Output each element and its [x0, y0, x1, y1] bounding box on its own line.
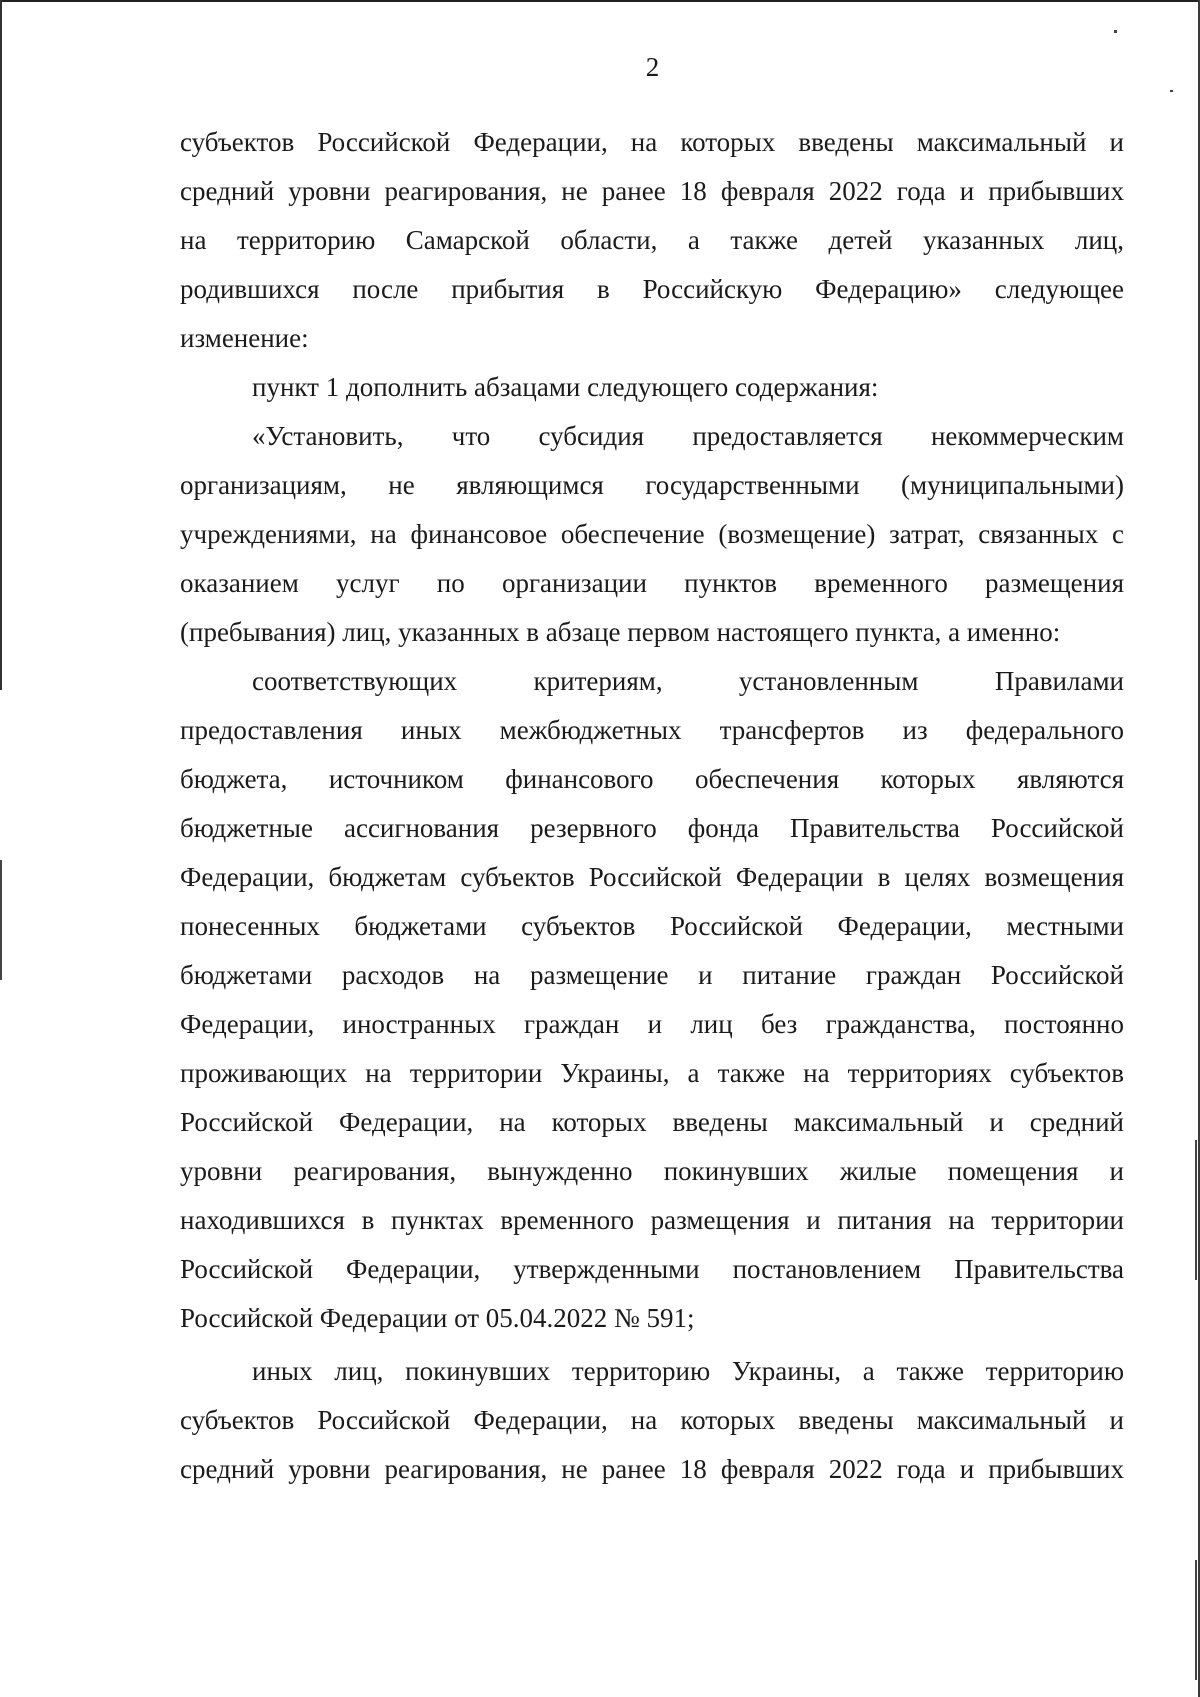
text-line: «Установить, что субсидия предоставляется некоммерческим [252, 421, 1124, 451]
text-line: (пребывания) лиц, указанных в абзаце первом настоящего пункта, а именно: [180, 617, 1061, 647]
scan-artifact [1170, 90, 1173, 92]
text-line: средний уровни реагирования, не ранее 18 февраля 2022 года и прибывших [180, 176, 1124, 206]
text-line: пункт 1 дополнить абзацами следующего содержания: [252, 372, 879, 402]
text-line: предоставления иных межбюджетных трансфертов из федерального [180, 715, 1124, 745]
text-line: организациям, не являющимся государственными (муниципальными) [180, 470, 1124, 500]
document-body [180, 118, 1124, 1494]
text-line: бюджетами расходов на размещение и питание граждан Российской [180, 960, 1124, 990]
text-line: уровни реагирования, вынужденно покинувших жилые помещения и [180, 1156, 1124, 1186]
text-line: бюджетные ассигнования резервного фонда Правительства Российской [180, 813, 1124, 843]
text-line: находившихся в пунктах временного размещения и питания на территории [180, 1205, 1124, 1235]
paragraph [180, 1347, 1124, 1494]
text-line: Федерации, иностранных граждан и лиц без гражданства, постоянно [180, 1009, 1124, 1039]
text-line: средний уровни реагирования, не ранее 18 февраля 2022 года и прибывших [180, 1454, 1124, 1484]
paragraph [180, 118, 1124, 363]
scan-artifact [1114, 30, 1117, 33]
text-line: Российской Федерации, утвержденными постановлением Правительства [180, 1254, 1124, 1284]
paragraph [180, 657, 1124, 1343]
text-line: проживающих на территории Украины, а также на территориях субъектов [180, 1058, 1124, 1088]
text-line: родившихся после прибытия в Российскую Федерацию» следующее [180, 274, 1124, 304]
text-line: понесенных бюджетами субъектов Российской Федерации, местными [180, 911, 1124, 941]
text-line: изменение: [180, 323, 309, 353]
text-line: субъектов Российской Федерации, на которых введены максимальный и [180, 127, 1124, 157]
text-line: иных лиц, покинувших территорию Украины, а также территорию [252, 1356, 1124, 1386]
scan-artifact [1195, 1140, 1197, 1280]
scan-artifact [0, 860, 2, 980]
text-line: учреждениями, на финансовое обеспечение (возмещение) затрат, связанных с [180, 519, 1124, 549]
scan-top-border [0, 0, 1200, 2]
text-line: Федерации, бюджетам субъектов Российской Федерации в целях возмещения [180, 862, 1124, 892]
text-line: соответствующих критериям, установленным Правилами [252, 666, 1124, 696]
text-line: на территорию Самарской области, а также детей указанных лиц, [180, 225, 1124, 255]
text-line: Российской Федерации от 05.04.2022 № 591; [180, 1303, 695, 1333]
page-number: 2 [645, 52, 660, 82]
scan-artifact [1195, 1560, 1197, 1680]
text-line: оказанием услуг по организации пунктов временного размещения [180, 568, 1124, 598]
paragraph [180, 412, 1124, 657]
paragraph [180, 363, 1124, 412]
text-line: Российской Федерации, на которых введены максимальный и средний [180, 1107, 1124, 1137]
text-line: субъектов Российской Федерации, на которых введены максимальный и [180, 1405, 1124, 1435]
scan-left-border [0, 0, 2, 690]
text-line: бюджета, источником финансового обеспечения которых являются [180, 764, 1124, 794]
